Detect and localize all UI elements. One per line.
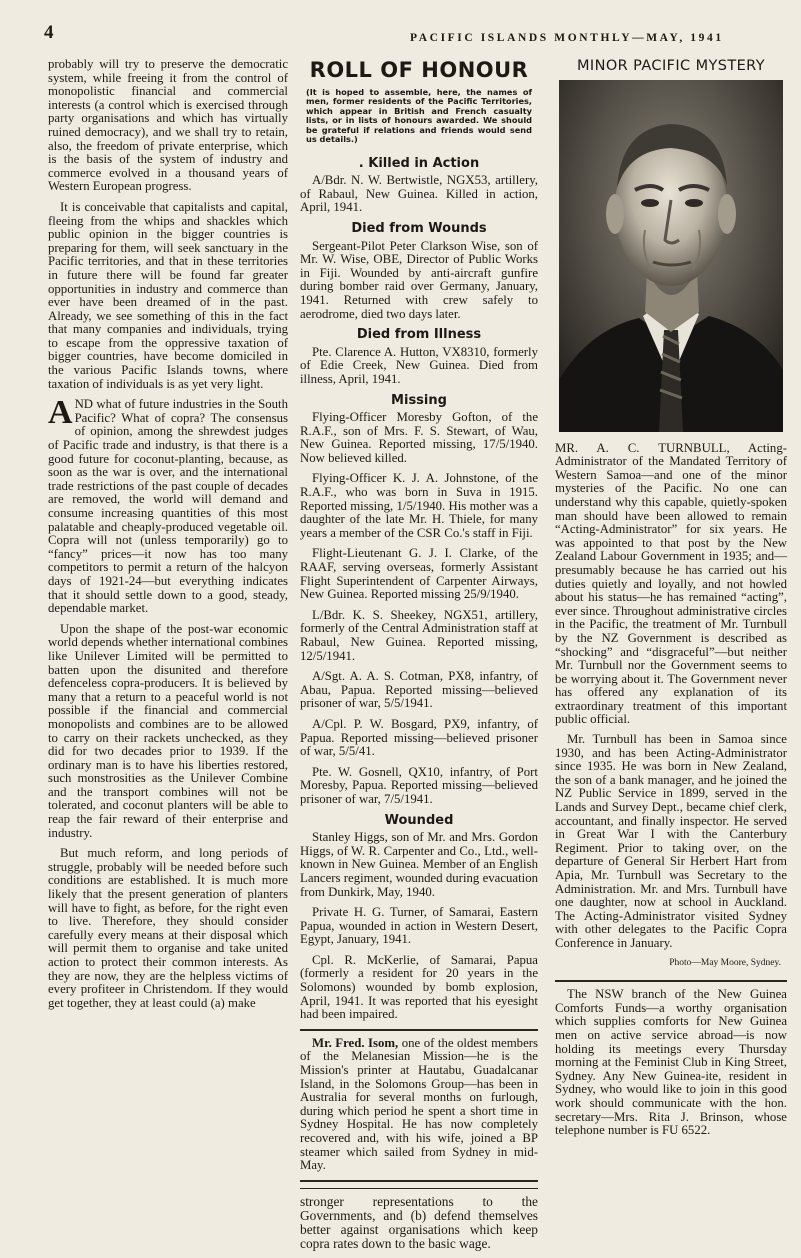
divider [300, 1029, 538, 1031]
roll-entry: Flight-Lieutenant G. J. I. Clarke, of the RAAF, serving overseas, formerly Assistant Flight Superintendent of Carpenter Airways, New Guinea. Reported missing 25/9/1940. [300, 546, 538, 602]
roll-of-honour-column [300, 60, 538, 1258]
portrait-image [559, 80, 783, 432]
roll-entry: Private H. G. Turner, of Samarai, Eastern Papua, wounded in action in Western Desert, Egypt, January, 1941. [300, 905, 538, 947]
paragraph-text: ND what of future industries in the South Pacific? What of copra? The consensus of opinion, among the shrewdest judges of Pacific trade and industry, is that there is a good future for coconut-planting, because, as soon as the war is over, and the international trade restrictions of the past couple of decades are removed, the world will demand and consume increasing quantities of this most palatable and cheaply-produced vegetable oil. Copra will not (unless temporarily) go to “fancy” prices—it now has too many competitors to permit a return of the halcyon days of 1921-24—but everything indicates that it should settle down to a good, steady, dependable market. [48, 397, 288, 616]
section-wounded-heading: Wounded [384, 812, 454, 828]
divider [300, 1188, 538, 1189]
divider [555, 980, 787, 982]
roll-entry: Pte. Clarence A. Hutton, VX8310, formerly of Edie Creek, New Guinea. Died from illness, April, 1941. [300, 344, 538, 386]
photo-credit: Photo—May Moore, Sydney. [669, 957, 781, 968]
portrait-photo [559, 80, 783, 432]
section-missing-heading: Missing [391, 392, 447, 408]
paragraph: But much reform, and long periods of struggle, probably will be needed before such conditions are established. It is much more likely that the present generation of planters will have to fight, as before, for the right even to live. Therefore, they should consider carefully every means at their disposal which will permit them to organise and take united action to protect their common interests. As they are now, they are the helpless victims of every profiteer in Christendom. If they would get together, they at least could (a) make [48, 846, 288, 1010]
divider [300, 1180, 538, 1182]
paragraph: MR. A. C. TURNBULL, Acting-Administrator of the Mandated Territory of Western Samoa—and one of the minor mysteries of the Pacific. No one can understand why this capable, quietly-spoken man should have been allowed to remain “Acting-Administrator” for six years. He was appointed to that post by the New Zealand Labour Government in 1935; and—presumably because he has carried out his duties quietly and loyally, and not howled about his status—he has remained “acting”, ever since. Throughout administrative circles in the Pacific, the treatment of Mr. Turnbull by the NZ Government is described as “shocking” and “disgraceful”—but neither Mr. Turnbull nor the Government seems to be worrying about it. The Government never has offered any explanation of its extraordinary treatment of this important public official. [555, 440, 787, 727]
continued-text: stronger representations to the Governments, and (b) defend themselves better against organisations which keep copra rates down to the basic wage. [300, 1193, 538, 1251]
isom-name: Mr. Fred. Isom, [312, 1035, 399, 1050]
comforts-paragraph: The NSW branch of the New Guinea Comforts Funds—a worthy organisation which supplies comforts for New Guinea men on active service abroad—is now holding its meetings every Thursday morning at the Feminist Club in King Street, Sydney. Any New Guinea-ite, resident in Sydney, who would like to join in this good work should communicate with the hon. secretary—Mrs. Rita J. Brinson, whose telephone number is FU 6522. [555, 987, 787, 1138]
roll-entry: Stanley Higgs, son of Mr. and Mrs. Gordon Higgs, of W. R. Carpenter and Co., Ltd., well-known in New Guinea. Member of an English Lancers regiment, wounded during evacuation from Dunkirk, May, 1940. [300, 830, 538, 899]
section-died-illness-heading: Died from Illness [356, 327, 482, 343]
paragraph-dropcap [48, 394, 288, 616]
paragraph: Mr. Turnbull has been in Samoa since 1930, and has been Acting-Administrator since 1935. He was born in New Zealand, the son of a bank manager, and he joined the NZ Public Service in 1899, served in the Lands and Survey Dept., became chief clerk, accountant, and finally inspector. He served in Great War I with the Canterbury Regiment. Prior to taking over, on the departure of General Sir Herbert Hart from Apia, Mr. Turnbull was Secretary to the Administration. Mr. and Mrs. Turnbull have one daughter, now at school in Auckland. The Acting-Administrator visited Sydney with other delegates to the Pacific Copra Conference in January. [555, 732, 787, 950]
paragraph: Upon the shape of the post-war economic world depends whether international combines like Unilever Limited will be permitted to batten upon the disunited and therefore defenceless copra-producers. It is believed by many that a return to a peaceful world is not possible if the financial and commercial monopolists and combines are to be allowed to carry on their rackets unchecked, as they did for two decades prior to 1939. If the ordinary man is to have his liberties restored, such monstrosities as the Unilever Combine and the transport combines will not be tolerated, and coconut planters will be able to reap the fair reward of their enterprise and industry. [48, 621, 288, 840]
page-number: 4 [44, 22, 54, 43]
roll-entry: Sergeant-Pilot Peter Clarkson Wise, son of Mr. W. Wise, OBE, Director of Public Works in Fiji. Wounded by anti-aircraft gunfire during bomber raid over Germany, January, 1941. Returned with crew safely to aerodrome, died two days later. [300, 238, 538, 321]
paragraph: It is conceivable that capitalists and capital, fleeing from the whips and shackles which public opinion in the bigger countries is preparing for them, will seek sanctuary in the Pacific territories, and that in these territories in future there will be found far greater opportunities in industry and commerce than ever have been dreamed of in the past. Already, we see something of this in the fact that many companies and individuals, trying to escape from the oppressive taxation of bigger countries, have become domiciled in the various Pacific Islands towns, where taxation of individuals is as yet very light. [48, 199, 288, 391]
isom-paragraph [300, 1037, 538, 1173]
roll-entry: L/Bdr. K. S. Sheekey, NGX51, artillery, formerly of the Central Administration staff at Rabaul, New Guinea. Reported missing, 12/5/1941. [300, 607, 538, 663]
running-title: PACIFIC ISLANDS MONTHLY—MAY, 1941 [410, 32, 724, 44]
mystery-column [555, 60, 787, 1144]
roll-intro: (It is hoped to assemble, here, the names of men, former residents of the Pacific Territories, which appear in British and French casualty lists, or in lists of honours awarded. We should be grateful if relations and friends would send us details.) [306, 86, 532, 145]
roll-of-honour-title: ROLL OF HONOUR [309, 58, 529, 82]
paragraph: probably will try to preserve the democratic system, while freeing it from the control of monopolistic financial and commercial interests (a control which is exercised through party organisations and which has virtually ruined democracy), and we shall try to retain, also, the freedom of private enterprise, which is the basis of the system of industry and commerce evolved in a thousand years of Western European progress. [48, 57, 288, 194]
article-column-left [48, 58, 288, 1017]
roll-entry: Pte. W. Gosnell, QX10, infantry, of Port Moresby, Papua. Reported missing—believed prisoner of war, 7/5/1941. [300, 764, 538, 806]
section-died-wounds-heading: Died from Wounds [351, 220, 487, 236]
roll-entry: Flying-Officer K. J. A. Johnstone, of the R.A.F., who was born in Suva in 1915. Reported missing, 1/5/1940. His mother was a daughter of the late Mr. H. Thiele, for many years a member of the CSR Co.'s staff in Fiji. [300, 471, 538, 540]
section-killed-heading: . Killed in Action [358, 155, 480, 171]
drop-cap: A [48, 394, 73, 432]
roll-entry: Flying-Officer Moresby Gofton, of the R.A.F., son of Mrs. F. S. Stewart, of Wau, New Guinea. Reported missing, 17/5/1940. Now believed killed. [300, 410, 538, 465]
roll-entry: Cpl. R. McKerlie, of Samarai, Papua (formerly a resident for 20 years in the Solomons) wounded by bomb explosion, April, 1941. It was reported that his eyesight had been impaired. [300, 952, 538, 1022]
mystery-title: MINOR PACIFIC MYSTERY [577, 58, 765, 74]
roll-entry: A/Cpl. P. W. Bosgard, PX9, infantry, of Papua. Reported missing—believed prisoner of war, 5/5/41. [300, 716, 538, 759]
roll-entry: A/Sgt. A. A. S. Cotman, PX8, infantry, of Abau, Papua. Reported missing—believed prisoner of war, 5/5/1941. [300, 669, 538, 711]
isom-text: one of the oldest members of the Melanesian Mission—he is the Mission's printer at Hautabu, Guadalcanar Island, in the Solomons Group—has been in Australia for several months on furlough, during which period he spent a short time in Sydney Hospital. He has now completely recovered and, with his wife, joined a BP steamer which sailed from Sydney in mid-May. [300, 1035, 538, 1173]
roll-entry: A/Bdr. N. W. Bertwistle, NGX53, artillery, of Rabaul, New Guinea. Killed in action, April, 1941. [300, 173, 538, 215]
